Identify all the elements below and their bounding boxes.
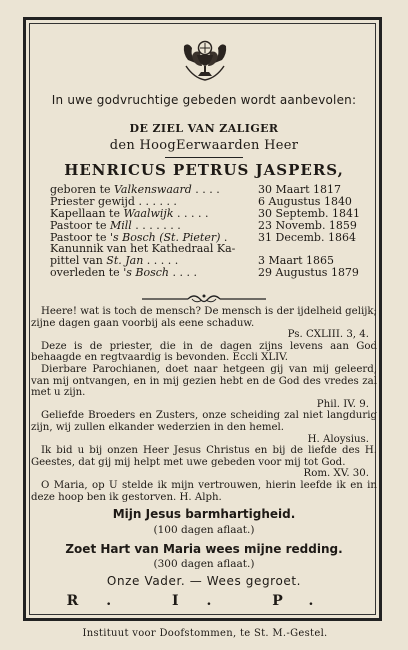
bio-row: Kapellaan te Waalwijk . . . . . 30 Septemb. 1841 bbox=[50, 206, 360, 220]
biography-list bbox=[50, 184, 363, 279]
indulgence-300: (300 dagen aflaat.) bbox=[153, 558, 255, 570]
quote-eccli: Deze is de priester, die in de dagen zijns levens aan God behaagde en regtvaardig is bevonden. Eccli XLIV. bbox=[31, 340, 377, 364]
prayer-jesus: Mijn Jesus barmhartigheid. bbox=[112, 507, 296, 521]
quote-aloysius: Geliefde Broeders en Zusters, onze scheiding zal niet langdurig zijn, wij zullen elkander wederzien in den hemel. bbox=[31, 410, 377, 433]
bio-row: Priester gewijd . . . . . . 6 Augustus 1840 bbox=[50, 194, 352, 208]
quote-romans: Ik bid u bij onzen Heer Jesus Christus en bij de liefde des H. Geestes, dat gij mij helpt met uwe gebeden voor mij tot God. bbox=[31, 445, 377, 468]
quote-psalm: Heere! wat is toch de mensch? De mensch is der ijdelheid gelijk; zijne dagen gaan voorbij als eene schaduw. bbox=[31, 306, 377, 329]
chalice-emblem-icon bbox=[180, 36, 230, 82]
bio-row: Kanunnik van het Kathedraal Ka- bbox=[50, 243, 236, 256]
quote-parishioners: Dierbare Parochianen, doet naar hetgeen gij van mij geleerd, van mij ontvangen, en in mij gezien hebt en de God des vredes zal met u zijn. bbox=[31, 363, 377, 399]
our-father-line: Onze Vader. — Wees gegroet. bbox=[106, 574, 302, 588]
intro-line: In uwe godvruchtige gebeden wordt aanbevolen: bbox=[51, 93, 357, 107]
bio-row: Pastoor te 's Bosch (St. Pieter) . 31 Decemb. 1864 bbox=[50, 230, 356, 244]
prayer-maria: Zoet Hart van Maria wees mijne redding. bbox=[65, 542, 343, 556]
bio-row: pittel van St. Jan . . . . . 3 Maart 1865 bbox=[50, 254, 335, 268]
divider bbox=[165, 157, 243, 158]
reference: Phil. IV. 9. bbox=[316, 398, 369, 410]
reference: Ps. CXLIII. 3, 4. bbox=[287, 329, 369, 341]
title-line: den HoogEerwaarden Heer bbox=[109, 138, 299, 153]
indulgence-100: (100 dagen aflaat.) bbox=[153, 524, 255, 536]
bio-row: Pastoor te Mill . . . . . . . 23 Novemb. 1859 bbox=[50, 218, 357, 232]
scripture-text bbox=[31, 306, 377, 503]
quote-maria: O Maria, op U stelde ik mijn vertrouwen, hierin leefde ik en in deze hoop ben ik gestorven. H. Alph. bbox=[31, 479, 377, 503]
ornament-divider-icon bbox=[140, 292, 268, 306]
deceased-name: HENRICUS PETRUS JASPERS, bbox=[64, 161, 344, 179]
bio-row: overleden te 's Bosch . . . . 29 Augustus 1879 bbox=[50, 266, 359, 280]
reference: H. Aloysius. bbox=[307, 433, 369, 445]
soul-line: DE ZIEL VAN ZALIGER bbox=[129, 122, 279, 135]
rip-line: R. I. P. bbox=[66, 593, 342, 609]
reference: Rom. XV. 30. bbox=[303, 468, 369, 480]
printer-footer: Instituut voor Doofstommen, te St. M.-Gestel. bbox=[82, 628, 328, 639]
bio-row: geboren te Valkenswaard . . . . 30 Maart 1817 bbox=[50, 183, 342, 196]
